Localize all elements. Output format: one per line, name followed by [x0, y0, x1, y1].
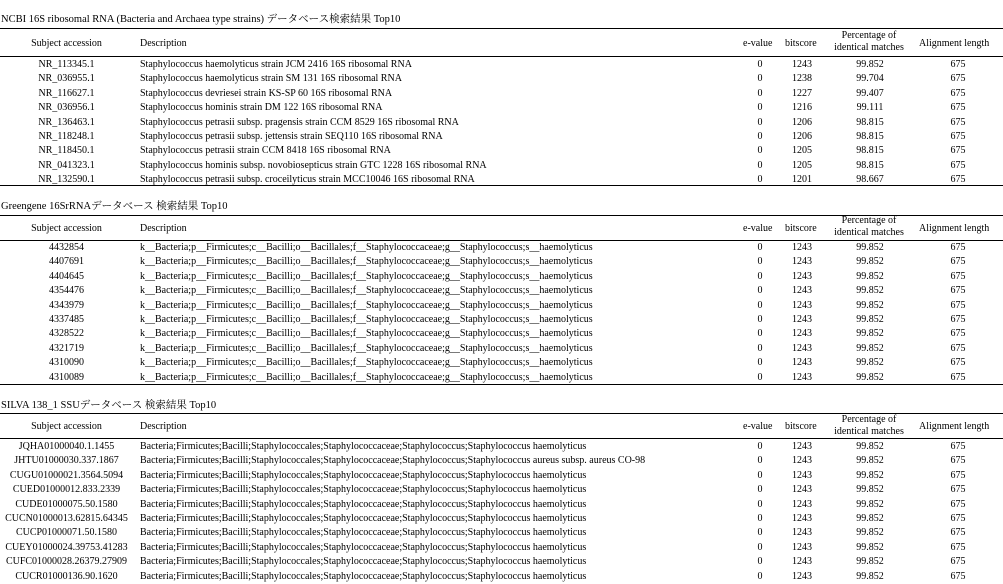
cell-percentage: 98.815 [856, 145, 884, 157]
cell-percentage: 99.852 [856, 556, 884, 568]
header-description: Description [140, 223, 187, 234]
cell-accession: 4321719 [49, 342, 84, 354]
cell-bitscore: 1238 [792, 73, 812, 85]
cell-alignment-length: 675 [950, 242, 966, 253]
cell-percentage: 99.852 [856, 441, 884, 452]
cell-description: k__Bacteria;p__Firmicutes;c__Bacilli;o__Bacillales;f__Staphylococcaceae;g__Staphylococcus;s__haemolyticus [140, 299, 593, 311]
cell-alignment-length: 675 [950, 342, 966, 354]
cell-bitscore: 1243 [792, 541, 812, 553]
cell-bitscore: 1243 [792, 342, 812, 354]
cell-evalue: 0 [757, 242, 763, 253]
cell-evalue: 0 [757, 314, 763, 325]
cell-description: Bacteria;Firmicutes;Bacilli;Staphylococcales;Staphylococcaceae;Staphylococcus;Staphylococcus haemolyticus [140, 441, 587, 452]
header-percentage-line2: identical matches [834, 42, 904, 53]
cell-alignment-length: 675 [950, 73, 966, 85]
cell-description: k__Bacteria;p__Firmicutes;c__Bacilli;o__Bacillales;f__Staphylococcaceae;g__Staphylococcus;s__haemolyticus [140, 357, 593, 369]
header-alignment-length: Alignment length [919, 223, 990, 234]
header-alignment-length: Alignment length [919, 421, 990, 432]
table-row [0, 313, 1003, 328]
cell-bitscore: 1243 [792, 498, 812, 510]
cell-bitscore: 1243 [792, 527, 812, 539]
cell-bitscore: 1227 [792, 87, 812, 99]
cell-percentage: 99.852 [856, 527, 884, 539]
cell-evalue: 0 [757, 59, 763, 70]
cell-alignment-length: 675 [950, 174, 966, 186]
table-row [0, 469, 1003, 484]
cell-alignment-length: 675 [950, 484, 966, 496]
header-percentage-line1: Percentage of [841, 414, 897, 425]
header-bitscore: bitscore [785, 223, 817, 234]
cell-alignment-length: 675 [950, 441, 966, 452]
cell-accession: CUDE01000075.50.1580 [15, 498, 118, 510]
cell-evalue: 0 [757, 541, 763, 553]
cell-accession: JQHA01000040.1.1455 [18, 441, 115, 452]
cell-alignment-length: 675 [950, 455, 966, 467]
cell-bitscore: 1243 [792, 242, 812, 253]
cell-bitscore: 1243 [792, 328, 812, 340]
cell-description: Bacteria;Firmicutes;Bacilli;Staphylococcales;Staphylococcaceae;Staphylococcus;Staphylococcus haemolyticus [140, 498, 587, 510]
cell-bitscore: 1243 [792, 256, 812, 268]
cell-alignment-length: 675 [950, 102, 966, 114]
cell-percentage: 98.815 [856, 116, 884, 128]
cell-evalue: 0 [757, 131, 763, 142]
cell-evalue: 0 [757, 469, 763, 481]
cell-description: k__Bacteria;p__Firmicutes;c__Bacilli;o__Bacillales;f__Staphylococcaceae;g__Staphylococcus;s__haemolyticus [140, 270, 593, 282]
cell-description: Bacteria;Firmicutes;Bacilli;Staphylococcales;Staphylococcaceae;Staphylococcus;Staphylococcus haemolyticus [140, 484, 587, 496]
cell-percentage: 98.815 [856, 131, 884, 142]
cell-accession: CUCP01000071.50.1580 [15, 527, 118, 539]
cell-bitscore: 1243 [792, 469, 812, 481]
cell-evalue: 0 [757, 556, 763, 568]
table-row [0, 342, 1003, 357]
table-row [0, 440, 1003, 455]
cell-percentage: 99.852 [856, 570, 884, 582]
cell-description: Staphylococcus haemolyticus strain JCM 2416 16S ribosomal RNA [140, 59, 412, 70]
header-accession: Subject accession [31, 38, 102, 49]
cell-evalue: 0 [757, 256, 763, 268]
cell-description: Staphylococcus hominis subsp. novobiosepticus strain GTC 1228 16S ribosomal RNA [140, 159, 487, 171]
table-row [0, 284, 1003, 299]
cell-bitscore: 1243 [792, 285, 812, 297]
cell-evalue: 0 [757, 342, 763, 354]
cell-description: Bacteria;Firmicutes;Bacilli;Staphylococcales;Staphylococcaceae;Staphylococcus;Staphylococcus haemolyticus [140, 469, 587, 481]
cell-alignment-length: 675 [950, 116, 966, 128]
cell-percentage: 99.852 [856, 513, 884, 524]
cell-accession: CUFC01000028.26379.27909 [5, 556, 128, 568]
table-row [0, 541, 1003, 556]
section-title: NCBI 16S ribosomal RNA (Bacteria and Archaea type strains) データベース検索結果 Top10 [1, 14, 401, 25]
cell-accession: NR_136463.1 [38, 116, 95, 128]
cell-percentage: 99.852 [856, 242, 884, 253]
table-row [0, 570, 1003, 584]
cell-accession: CUCN01000013.62815.64345 [5, 513, 128, 524]
cell-alignment-length: 675 [950, 469, 966, 481]
section-title: Greengene 16SrRNAデータベース 検索結果 Top10 [1, 201, 228, 212]
cell-alignment-length: 675 [950, 371, 966, 383]
cell-alignment-length: 675 [950, 285, 966, 297]
cell-bitscore: 1243 [792, 484, 812, 496]
header-description: Description [140, 38, 187, 49]
cell-alignment-length: 675 [950, 87, 966, 99]
cell-alignment-length: 675 [950, 145, 966, 157]
cell-evalue: 0 [757, 159, 763, 171]
table-row [0, 498, 1003, 513]
cell-bitscore: 1243 [792, 455, 812, 467]
cell-bitscore: 1243 [792, 314, 812, 325]
cell-accession: NR_118248.1 [38, 131, 95, 142]
cell-description: Bacteria;Firmicutes;Bacilli;Staphylococcales;Staphylococcaceae;Staphylococcus;Staphylococcus haemolyticus [140, 541, 587, 553]
cell-percentage: 99.852 [856, 342, 884, 354]
cell-accession: CUED01000012.833.2339 [12, 484, 121, 496]
header-alignment-length: Alignment length [919, 38, 990, 49]
cell-alignment-length: 675 [950, 159, 966, 171]
cell-percentage: 99.852 [856, 469, 884, 481]
header-description: Description [140, 421, 187, 432]
cell-description: k__Bacteria;p__Firmicutes;c__Bacilli;o__Bacillales;f__Staphylococcaceae;g__Staphylococcus;s__haemolyticus [140, 314, 593, 325]
table-row [0, 72, 1003, 87]
cell-evalue: 0 [757, 484, 763, 496]
cell-evalue: 0 [757, 513, 763, 524]
cell-evalue: 0 [757, 87, 763, 99]
cell-accession: NR_036955.1 [38, 73, 95, 85]
cell-alignment-length: 675 [950, 256, 966, 268]
cell-percentage: 99.407 [856, 87, 884, 99]
cell-accession: NR_132590.1 [38, 174, 95, 186]
cell-percentage: 99.852 [856, 59, 884, 70]
cell-evalue: 0 [757, 498, 763, 510]
header-percentage [826, 215, 912, 239]
cell-bitscore: 1201 [792, 174, 812, 186]
cell-accession: 4310090 [49, 357, 84, 369]
header-percentage-line2: identical matches [834, 227, 904, 238]
table-row [0, 526, 1003, 541]
cell-bitscore: 1243 [792, 299, 812, 311]
cell-description: Staphylococcus petrasii strain CCM 8418 16S ribosomal RNA [140, 145, 391, 157]
cell-description: Bacteria;Firmicutes;Bacilli;Staphylococcales;Staphylococcaceae;Staphylococcus;Staphylococcus aureus subsp. aureus CO-98 [140, 455, 646, 467]
cell-percentage: 99.704 [856, 73, 884, 85]
header-bottom-rule [0, 56, 1003, 57]
header-bitscore: bitscore [785, 38, 817, 49]
table-row [0, 555, 1003, 570]
header-percentage-line1: Percentage of [841, 215, 897, 226]
cell-percentage: 99.852 [856, 328, 884, 340]
cell-accession: 4343979 [49, 299, 84, 311]
cell-evalue: 0 [757, 116, 763, 128]
cell-accession: NR_041323.1 [38, 159, 95, 171]
cell-bitscore: 1243 [792, 556, 812, 568]
cell-percentage: 99.852 [856, 299, 884, 311]
cell-evalue: 0 [757, 441, 763, 452]
cell-bitscore: 1243 [792, 513, 812, 524]
cell-bitscore: 1243 [792, 357, 812, 369]
cell-percentage: 99.852 [856, 314, 884, 325]
cell-percentage: 99.852 [856, 256, 884, 268]
cell-description: Bacteria;Firmicutes;Bacilli;Staphylococcales;Staphylococcaceae;Staphylococcus;Staphylococcus haemolyticus [140, 570, 587, 582]
table-row [0, 356, 1003, 371]
table-row [0, 87, 1003, 102]
cell-percentage: 99.111 [856, 102, 884, 114]
cell-alignment-length: 675 [950, 131, 966, 142]
cell-accession: 4407691 [49, 256, 84, 268]
cell-description: Staphylococcus devriesei strain KS-SP 60 16S ribosomal RNA [140, 87, 393, 99]
cell-accession: JHTU01000030.337.1867 [14, 455, 119, 467]
cell-percentage: 98.815 [856, 159, 884, 171]
cell-alignment-length: 675 [950, 527, 966, 539]
cell-evalue: 0 [757, 527, 763, 539]
cell-alignment-length: 675 [950, 541, 966, 553]
cell-bitscore: 1243 [792, 59, 812, 70]
cell-accession: 4404645 [49, 270, 84, 282]
header-bitscore: bitscore [785, 421, 817, 432]
cell-percentage: 99.852 [856, 484, 884, 496]
cell-percentage: 99.852 [856, 498, 884, 510]
table-row [0, 299, 1003, 314]
table-row [0, 101, 1003, 116]
cell-description: Staphylococcus haemolyticus strain SM 131 16S ribosomal RNA [140, 73, 402, 85]
header-evalue: e-value [743, 421, 773, 432]
header-bottom-rule [0, 438, 1003, 439]
cell-evalue: 0 [757, 73, 763, 85]
cell-evalue: 0 [757, 174, 763, 186]
cell-description: k__Bacteria;p__Firmicutes;c__Bacilli;o__Bacillales;f__Staphylococcaceae;g__Staphylococcus;s__haemolyticus [140, 371, 593, 383]
cell-alignment-length: 675 [950, 357, 966, 369]
table-row [0, 116, 1003, 131]
cell-evalue: 0 [757, 270, 763, 282]
cell-bitscore: 1243 [792, 570, 812, 582]
table-row [0, 483, 1003, 498]
header-percentage [826, 30, 912, 54]
table-row [0, 371, 1003, 386]
cell-evalue: 0 [757, 371, 763, 383]
table-row [0, 255, 1003, 270]
cell-bitscore: 1206 [792, 131, 812, 142]
cell-evalue: 0 [757, 570, 763, 582]
cell-bitscore: 1243 [792, 270, 812, 282]
cell-bitscore: 1205 [792, 145, 812, 157]
cell-alignment-length: 675 [950, 556, 966, 568]
header-percentage [826, 414, 912, 438]
cell-percentage: 99.852 [856, 541, 884, 553]
header-percentage-line2: identical matches [834, 426, 904, 437]
cell-description: k__Bacteria;p__Firmicutes;c__Bacilli;o__Bacillales;f__Staphylococcaceae;g__Staphylococcus;s__haemolyticus [140, 256, 593, 268]
cell-percentage: 99.852 [856, 371, 884, 383]
cell-evalue: 0 [757, 299, 763, 311]
cell-percentage: 99.852 [856, 285, 884, 297]
cell-accession: 4328522 [49, 328, 84, 340]
cell-accession: NR_116627.1 [38, 87, 95, 99]
cell-accession: 4432854 [49, 242, 84, 253]
cell-description: k__Bacteria;p__Firmicutes;c__Bacilli;o__Bacillales;f__Staphylococcaceae;g__Staphylococcus;s__haemolyticus [140, 342, 593, 354]
cell-description: Staphylococcus hominis strain DM 122 16S ribosomal RNA [140, 102, 383, 114]
cell-description: k__Bacteria;p__Firmicutes;c__Bacilli;o__Bacillales;f__Staphylococcaceae;g__Staphylococcus;s__haemolyticus [140, 328, 593, 340]
cell-accession: NR_036956.1 [38, 102, 95, 114]
cell-bitscore: 1243 [792, 371, 812, 383]
table-row [0, 159, 1003, 174]
cell-description: k__Bacteria;p__Firmicutes;c__Bacilli;o__Bacillales;f__Staphylococcaceae;g__Staphylococcus;s__haemolyticus [140, 242, 593, 253]
table-row [0, 173, 1003, 188]
cell-alignment-length: 675 [950, 314, 966, 325]
cell-bitscore: 1216 [792, 102, 812, 114]
cell-accession: CUGU01000021.3564.5094 [9, 469, 124, 481]
table-row [0, 144, 1003, 159]
cell-evalue: 0 [757, 328, 763, 340]
cell-description: Bacteria;Firmicutes;Bacilli;Staphylococcales;Staphylococcaceae;Staphylococcus;Staphylococcus haemolyticus [140, 527, 587, 539]
cell-accession: 4337485 [49, 314, 84, 325]
header-evalue: e-value [743, 223, 773, 234]
cell-description: Bacteria;Firmicutes;Bacilli;Staphylococcales;Staphylococcaceae;Staphylococcus;Staphylococcus haemolyticus [140, 513, 587, 524]
cell-alignment-length: 675 [950, 513, 966, 524]
cell-description: Staphylococcus petrasii subsp. croceilyticus strain MCC10046 16S ribosomal RNA [140, 174, 475, 186]
section-title: SILVA 138_1 SSUデータベース 検索結果 Top10 [1, 400, 217, 411]
table-row [0, 130, 1003, 145]
cell-evalue: 0 [757, 285, 763, 297]
cell-alignment-length: 675 [950, 59, 966, 70]
cell-percentage: 99.852 [856, 270, 884, 282]
cell-alignment-length: 675 [950, 270, 966, 282]
table-row [0, 454, 1003, 469]
cell-description: Staphylococcus petrasii subsp. pragensis strain CCM 8529 16S ribosomal RNA [140, 116, 459, 128]
table-row [0, 270, 1003, 285]
cell-accession: NR_113345.1 [38, 59, 95, 70]
table-row [0, 327, 1003, 342]
cell-accession: CUEY01000024.39753.41283 [5, 541, 128, 553]
cell-bitscore: 1206 [792, 116, 812, 128]
cell-alignment-length: 675 [950, 328, 966, 340]
cell-evalue: 0 [757, 102, 763, 114]
header-accession: Subject accession [31, 421, 102, 432]
cell-percentage: 99.852 [856, 455, 884, 467]
table-row [0, 58, 1003, 73]
header-evalue: e-value [743, 38, 773, 49]
cell-description: Bacteria;Firmicutes;Bacilli;Staphylococcales;Staphylococcaceae;Staphylococcus;Staphylococcus haemolyticus [140, 556, 587, 568]
table-row [0, 512, 1003, 527]
cell-description: Staphylococcus petrasii subsp. jettensis strain SEQ110 16S ribosomal RNA [140, 131, 443, 142]
header-top-rule [0, 28, 1003, 29]
cell-evalue: 0 [757, 455, 763, 467]
cell-alignment-length: 675 [950, 570, 966, 582]
cell-evalue: 0 [757, 357, 763, 369]
cell-percentage: 98.667 [856, 174, 884, 186]
table-row [0, 241, 1003, 256]
header-percentage-line1: Percentage of [841, 30, 897, 41]
cell-accession: CUCR01000136.90.1620 [15, 570, 118, 582]
cell-bitscore: 1243 [792, 441, 812, 452]
cell-evalue: 0 [757, 145, 763, 157]
cell-accession: 4354476 [49, 285, 84, 297]
cell-percentage: 99.852 [856, 357, 884, 369]
cell-accession: NR_118450.1 [38, 145, 95, 157]
cell-description: k__Bacteria;p__Firmicutes;c__Bacilli;o__Bacillales;f__Staphylococcaceae;g__Staphylococcus;s__haemolyticus [140, 285, 593, 297]
cell-alignment-length: 675 [950, 498, 966, 510]
cell-accession: 4310089 [49, 371, 84, 383]
cell-alignment-length: 675 [950, 299, 966, 311]
header-accession: Subject accession [31, 223, 102, 234]
cell-bitscore: 1205 [792, 159, 812, 171]
